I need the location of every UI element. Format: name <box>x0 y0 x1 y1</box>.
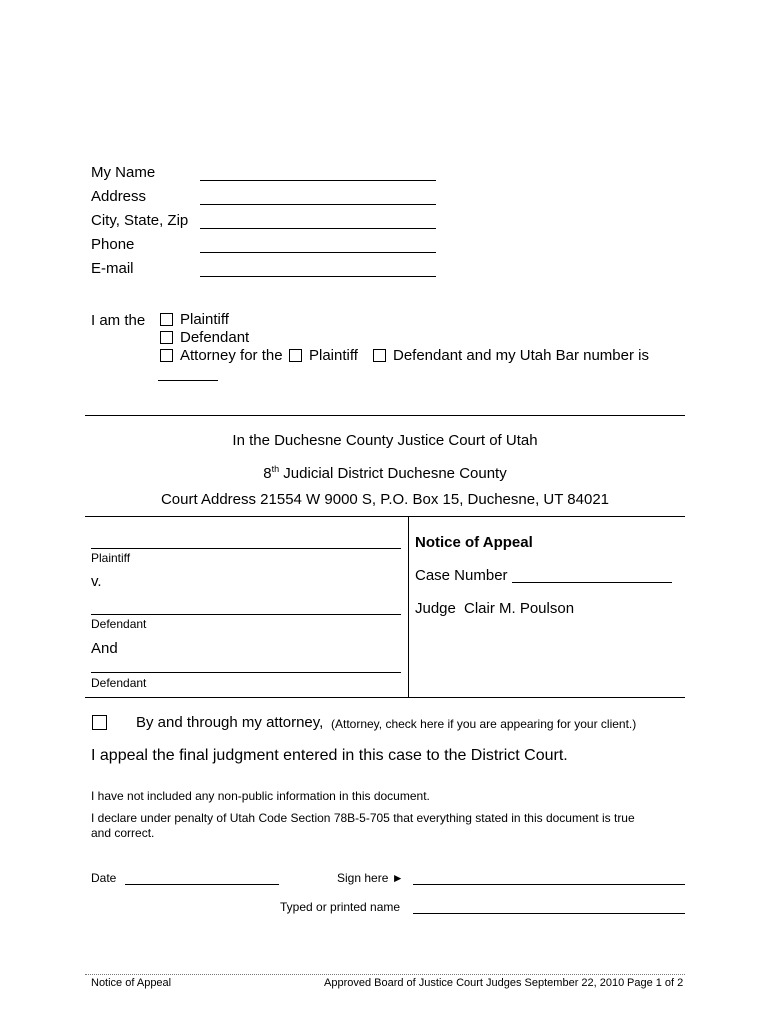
document-title: Notice of Appeal <box>415 534 533 551</box>
versus-label: v. <box>91 573 102 590</box>
caption-defendant2-label: Defendant <box>91 676 147 690</box>
attorney-statement: By and through my attorney, <box>136 714 324 731</box>
footer-rule <box>85 974 685 975</box>
court-name: In the Duchesne County Justice Court of Utah <box>232 432 538 449</box>
date-label: Date <box>91 871 117 885</box>
field-label-address: Address <box>91 188 147 205</box>
field-label-phone: Phone <box>91 236 135 253</box>
attorney-note: (Attorney, check here if you are appearing for your client.) <box>331 717 637 731</box>
attorney-plaintiff-label: Plaintiff <box>309 347 358 364</box>
appeal-statement: I appeal the final judgment entered in this case to the District Court. <box>91 747 568 764</box>
district-text: Judicial District Duchesne County <box>283 465 507 482</box>
caption-bottom-border <box>85 697 685 698</box>
attorney-checkbox[interactable] <box>160 349 173 362</box>
typed-name-label: Typed or printed name <box>280 900 401 914</box>
district-suffix: th <box>271 464 280 474</box>
attorney-appearing-checkbox[interactable] <box>92 715 107 730</box>
district-number: 8 <box>263 465 272 482</box>
plaintiff-checkbox[interactable] <box>160 313 173 326</box>
attorney-for-label: Attorney for the <box>180 347 283 364</box>
footer-approval: Approved Board of Justice Court Judges September 22, 2010 <box>324 977 625 989</box>
caption-plaintiff-label: Plaintiff <box>91 551 131 565</box>
court-address: Court Address 21554 W 9000 S, P.O. Box 15, Duchesne, UT 84021 <box>160 491 610 508</box>
declaration-statement: I declare under penalty of Utah Code Section 78B-5-705 that everything stated in this document is true <box>91 811 635 825</box>
plaintiff-label: Plaintiff <box>180 311 229 328</box>
and-label: And <box>91 640 118 657</box>
nonpublic-statement: I have not included any non-public information in this document. <box>91 789 430 803</box>
case-number-input-line[interactable] <box>512 582 672 583</box>
plaintiff-name-line[interactable] <box>91 548 401 549</box>
name-input-line[interactable] <box>200 180 436 181</box>
declaration-continued: and correct. <box>91 826 155 840</box>
caption-top-border <box>85 516 685 517</box>
address-input-line[interactable] <box>200 204 436 205</box>
signature-input-line[interactable] <box>413 884 685 885</box>
footer-page-number: Page 1 of 2 <box>627 977 684 989</box>
date-input-line[interactable] <box>125 884 279 885</box>
district-line <box>0 464 770 482</box>
email-input-line[interactable] <box>200 276 436 277</box>
defendant-label: Defendant <box>180 329 250 346</box>
typed-name-input-line[interactable] <box>413 913 685 914</box>
defendant-name-line[interactable] <box>91 614 401 615</box>
judge-label: Judge <box>415 600 456 617</box>
defendant2-name-line[interactable] <box>91 672 401 673</box>
footer-form-name: Notice of Appeal <box>91 977 172 989</box>
city-input-line[interactable] <box>200 228 436 229</box>
caption-defendant-label: Defendant <box>91 617 147 631</box>
attorney-plaintiff-checkbox[interactable] <box>289 349 302 362</box>
attorney-defendant-label: Defendant and my Utah Bar number is <box>393 347 649 364</box>
field-label-email: E-mail <box>91 260 134 277</box>
attorney-defendant-checkbox[interactable] <box>373 349 386 362</box>
field-label-name: My Name <box>91 164 156 181</box>
case-number-label: Case Number <box>415 567 508 584</box>
defendant-checkbox[interactable] <box>160 331 173 344</box>
bar-number-input-line[interactable] <box>158 380 218 381</box>
field-label-city: City, State, Zip <box>91 212 189 229</box>
section-divider <box>85 415 685 416</box>
caption-divider <box>408 516 409 697</box>
i-am-the-label: I am the <box>91 312 146 329</box>
phone-input-line[interactable] <box>200 252 436 253</box>
sign-here-label: Sign here ► <box>337 871 404 885</box>
judge-name: Clair M. Poulson <box>464 600 575 617</box>
